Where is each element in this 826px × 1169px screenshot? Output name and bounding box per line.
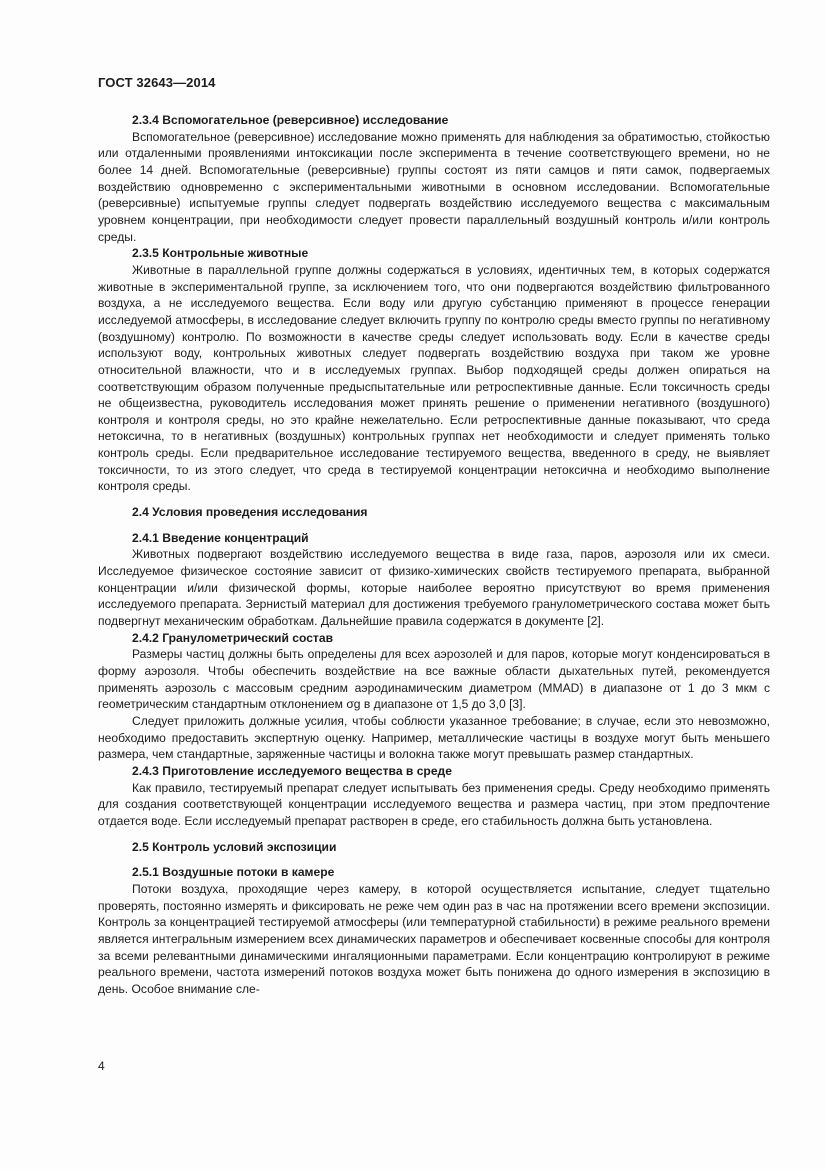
spacer	[98, 495, 770, 504]
page-number: 4	[98, 1059, 105, 1073]
section-heading: 2.4.1 Введение концентраций	[132, 530, 309, 545]
spacer	[98, 521, 770, 530]
section-heading: 2.4 Условия проведения исследования	[132, 505, 368, 520]
section-heading: 2.3.4 Вспомогательное (реверсивное) исследование	[132, 113, 449, 127]
document-body	[98, 112, 770, 997]
section-heading: 2.5 Контроль условий экспозиции	[132, 839, 337, 854]
section-heading: 2.4.2 Гранулометрический состав	[132, 630, 334, 645]
section-heading: 2.3.5 Контрольные животные	[132, 246, 309, 261]
paragraph: Потоки воздуха, проходящие через камеру, в которой осуществляется испытание, следует тщательно проверять, постоянно измерять и фиксировать не реже чем один раз в час на протяжении всего времени экспозиции. Контроль за концентрацией тестируемой атмосферы (или температурной стабильности) в режиме реального времени является интегральным измерением всех динамических параметров и обеспечивает косвенные способы для контроля за всеми релевантными динамическими ингаляционными параметрами. Если концентрацию контролируют в режиме реального времени, частота измерений потоков воздуха может быть понижена до одного измерения в экспозицию в день. Особое внимание сле-	[98, 881, 770, 996]
document-header: ГОСТ 32643—2014	[98, 75, 216, 90]
spacer	[98, 855, 770, 864]
paragraph: Животные в параллельной группе должны содержаться в условиях, идентичных тем, в которых содержатся животные в экспериментальной группе, за исключением того, что они подвергаются воздействию фильтрованного воздуха, а не исследуемого вещества. Если воду или другую субстанцию применяют в процессе генерации исследуемой атмосферы, в исследование следует включить группу по контролю среды вместо группы по негативному (воздушному) контролю. По возможности в качестве среды следует использовать воду. Если в качестве среды используют воду, контрольных животных следует подвергать воздействию воздуха при таком же уровне относительной влажности, что и в исследуемых группах. Выбор подходящей среды должен опираться на соответствующим образом полученные предыспытательные или ретроспективные данные. Если токсичность среды не общеизвестна, руководитель исследования может принять решение о применении негативного (воздушного) контроля и контроля среды, но это крайне нежелательно. Если ретроспективные данные показывают, что среда нетоксична, то в негативных (воздушных) контрольных группах нет необходимости и следует применять только контроль среды. Если предварительное исследование тестируемого вещества, введенного в среду, не выявляет токсичности, то из этого следует, что среда в тестируемой концентрации нетоксична и необходимо выполнение контроля среды.	[98, 262, 770, 494]
paragraph: Как правило, тестируемый препарат следует испытывать без применения среды. Среду необходимо применять для создания соответствующей концентрации исследуемого вещества и размера частиц, при этом предпочтение отдается воде. Если исследуемый препарат растворен в среде, его стабильность должна быть установлена.	[98, 780, 770, 828]
paragraph: Животных подвергают воздействию исследуемого вещества в виде газа, паров, аэрозоля или их смеси. Исследуемое физическое состояние зависит от физико-химических свойств тестируемого препарата, выбранной концентрации и/или физической формы, которые наиболее вероятно присутствуют во время применения исследуемого препарата. Зернистый материал для достижения требуемого гранулометрического состава может быть подвергнут механическим обработкам. Дальнейшие правила содержатся в документе [2].	[98, 547, 770, 629]
section-heading: 2.4.3 Приготовление исследуемого вещества в среде	[132, 763, 452, 778]
paragraph: Размеры частиц должны быть определены для всех аэрозолей и для паров, которые могут конденсироваться в форму аэрозоля. Чтобы обеспечить воздействие на все важные области дыхательных путей, рекомендуется применять аэрозоль с массовым средним аэродинамическим диаметром (MMAD) в диапазоне от 1 до 3 мкм с геометрическим стандартным отклонением σg в диапазоне от 1,5 до 3,0 [3].	[98, 647, 770, 712]
paragraph: Следует приложить должные усилия, чтобы соблюсти указанное требование; в случае, если это невозможно, необходимо предоставить экспертную оценку. Например, металлические частицы в воздухе могут быть меньшего размера, чем стандартные, заряженные частицы и волокна также могут превышать размер стандартных.	[98, 713, 770, 762]
section-heading: 2.5.1 Воздушные потоки в камере	[132, 865, 335, 880]
spacer	[98, 830, 770, 839]
paragraph: Вспомогательное (реверсивное) исследование можно применять для наблюдения за обратимостью, стойкостью или отдаленными проявлениями интоксикации после эксперимента в течение соответствующего времени, но не более 14 дней. Вспомогательные (реверсивные) группы состоят из пяти самцов и пяти самок, подвергаемых воздействию одновременно с экспериментальными животными в основном исследовании. Вспомогательные (реверсивные) испытуемые группы следует подвергать воздействию исследуемого вещества с максимальным уровнем концентрации, при необходимости следует провести параллельный воздушный контроль и/или контроль среды.	[98, 129, 770, 244]
